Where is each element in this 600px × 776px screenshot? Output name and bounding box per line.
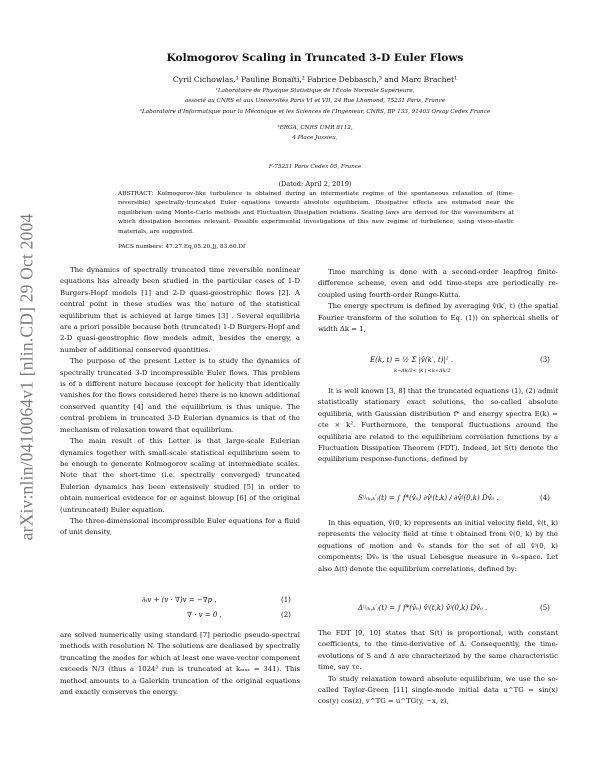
pacs-numbers: PACS numbers: 47.27.Eq,05.20.Jj, 83.60.Df bbox=[118, 244, 246, 250]
arxiv-identifier: arXiv:nlin/0410064v1 [nlin.CD] 29 Oct 2004 bbox=[16, 213, 37, 541]
paragraph: It is well known [3, 8] that the truncated equations (1), (2) admit statistically stationary exact solutions, the so-called absolute equilibria, with Gaussian distribution f* and energy spectra E(k) = cte × k². Furthermore, the temporal fluctuations around the equilibria are related to the equilibrium correlation functions by a Fluctuation Dissipation Theorem (FDT). Indeed, let S(t) denote the equilibrium response-functions, defined by bbox=[318, 387, 558, 464]
paragraph: The dynamics of spectrally truncated time reversible nonlinear equations has already been studied in the particular cases of 1-D Burgers-Hopf models [1] and 2-D quasi-geostrophic flows [2]. A central point in these studies was the nature of the statistical equilibrium that is achieved at large times [3] . Several equilibria are a priori possible because both (truncated) 1-D Burgers-Hopf and 2-D quasi-geostrophic flow models admit, besides the energy, a number of additional conserved quantities. bbox=[60, 266, 300, 354]
paragraph: To study relaxation toward absolute equilibrium, we use the so-called Taylor-Green [11] single-mode initial data u^TG = sin(x) cos(y) cos(z), v^TG = u^TG(y, −x, z), bbox=[318, 674, 558, 706]
equation-number: (1) bbox=[281, 596, 291, 604]
right-column-text-middle bbox=[318, 386, 558, 466]
equation-2: ∇ · v = 0 , bbox=[187, 611, 222, 619]
equation-1: ∂ₜv + (v · ∇)v = −∇p , bbox=[142, 596, 217, 604]
paragraph: Time marching is done with a second-order leapfrog finite-difference scheme, even and odd time-steps are periodically re-coupled using fourth-order Runge-Kutta. bbox=[318, 268, 558, 299]
equation-3: E(k, t) = ½ Σ |v̂(k′, t)|² . bbox=[370, 356, 454, 364]
affiliation-line: ²Laboratoire d'Informatique pour la Mécanique et les Sciences de l'Ingénieur, CNRS, BP 133, 91403 Orsay Cedex France bbox=[139, 109, 491, 115]
paper-title: Kolmogorov Scaling in Truncated 3-D Euler Flows bbox=[166, 52, 464, 64]
paragraph: The three-dimensional incompressible Euler equations for a fluid of unit density, bbox=[60, 516, 300, 537]
author-list: Cyril Cichowlas,¹ Pauline Bonaïti,² Fabrice Debbasch,³ and Marc Brachet¹ bbox=[172, 75, 458, 84]
left-column-text-top bbox=[60, 265, 300, 539]
date-line: (Dated: April 2, 2019) bbox=[278, 180, 352, 188]
equation-number: (3) bbox=[540, 356, 550, 364]
affiliation-line: ¹Laboratoire de Physique Statistique de l'Ecole Normale Supérieure, bbox=[215, 88, 415, 94]
paragraph: The energy spectrum is defined by averaging v̂(k′, t) (the spatial Fourier transform of the solution to Eq. (1)) on spherical shells of width Δk = 1, bbox=[318, 302, 558, 334]
paragraph: The purpose of the present Letter is to study the dynamics of spectrally truncated 3-D incompressible Euler flows. This problem is of a different nature because (except for helicity that identically vanishes for the flows considered here) there is no known additional conserved quantity [4] and the equilibrium is thus unique. The central problem in truncated 3-D Eulerian dynamics is that of the mechanism of relaxation toward that equilibrium. bbox=[60, 357, 300, 434]
equation-number: (4) bbox=[540, 494, 550, 502]
paragraph: In this equation, v̂(0, k) represents an initial velocity field, v̂(t, k) represents the velocity field at time t obtained from v̂(0, k) by the equations of motion and v̂₀ stands for the set of all v̂ʲ(0, k) components; Dv̂₀ is the usual Lebesgue measure in v̂₀-space. Let also Δ(t) denote the equilibrium correlations, defined by: bbox=[318, 519, 558, 573]
equation-number: (2) bbox=[281, 611, 291, 619]
affiliation-line: F-75231 Paris Cedex 05, France bbox=[268, 164, 362, 170]
abstract: ABSTRACT: Kolmogorov-like turbulence is obtained during an intermediate regime of the spontaneous relaxation of (time-reversible) spectrally-truncated Euler equations towards absolute equilibrium. Dissipative effects are estimated near the equilibrium using Monte-Carlo methods and Fluctuation Dissipation relations. Scaling laws are derived for the wavenumbers at which dissipation becomes relevant. Possible experimental investigations of this new regime of turbulence, using visco-elastic materials, are suggested. bbox=[118, 191, 514, 235]
affiliation-line: ³ERGA, CNRS UMR 8112, bbox=[277, 125, 353, 131]
equation-5: Δⁱʲ₍ₖ,ₖ′₎(t) = ∫ f*(v̂₀) v̂ⁱ(t,k) v̂ʲ(0,k) Dv̂₀ . bbox=[358, 604, 488, 612]
left-column-text-bottom bbox=[60, 630, 300, 698]
equation-4: Sⁱʲ₍ₖ,ₖ′₎(t) = ∫ f*(v̂₀) ∂v̂ⁱ(t,k) / ∂v̂ʲ(0,k) Dv̂₀ . bbox=[358, 494, 499, 502]
equation-number: (5) bbox=[540, 604, 550, 612]
right-column-text-lower bbox=[318, 518, 558, 575]
paragraph: The FDT [9, 10] states that S(t) is proportional, with constant coefficients, to the time-derivative of Δ. Consequently, the time-evolutions of S and Δ are characterized by the same characteristic time, say τc. bbox=[318, 629, 558, 672]
paragraph: are solved numerically using standard [7] periodic pseudo-spectral methods with resolution N. The solutions are dealiased by spectrally truncating the modes for which at least one wave-vector component exceeds N/3 (thus a 1024³ run is truncated at kₘₐₓ = 341). This method amounts to a Galerkin truncation of the original equations and exactly conserves the energy. bbox=[60, 631, 300, 697]
right-column-text-bottom bbox=[318, 628, 558, 708]
affiliation-line: 4 Place Jussieu, bbox=[292, 135, 338, 141]
arxiv-sidebar-stamp bbox=[12, 162, 42, 592]
paragraph: The main result of this Letter is that large-scale Eulerian dynamics together with small-scale statistical equilibrium seem to be enough to generate Kolmogorov scaling at intermediate scales. Note that the short-time (i.e. spectrally converged) truncated Eulerian dynamics has been extensively studied [5] in order to obtain numerical evidence for or against blowup [6] of the original (untruncated) Euler equation. bbox=[60, 437, 300, 514]
affiliation-line: associé au CNRS et aux Universités Paris VI et VII, 24 Rue Lhomond, 75231 Paris, France bbox=[184, 98, 446, 104]
equation-3-summation-range: k−Δk/2< |k′| <k+Δk/2 bbox=[394, 368, 451, 374]
right-column-text-top bbox=[318, 267, 558, 335]
